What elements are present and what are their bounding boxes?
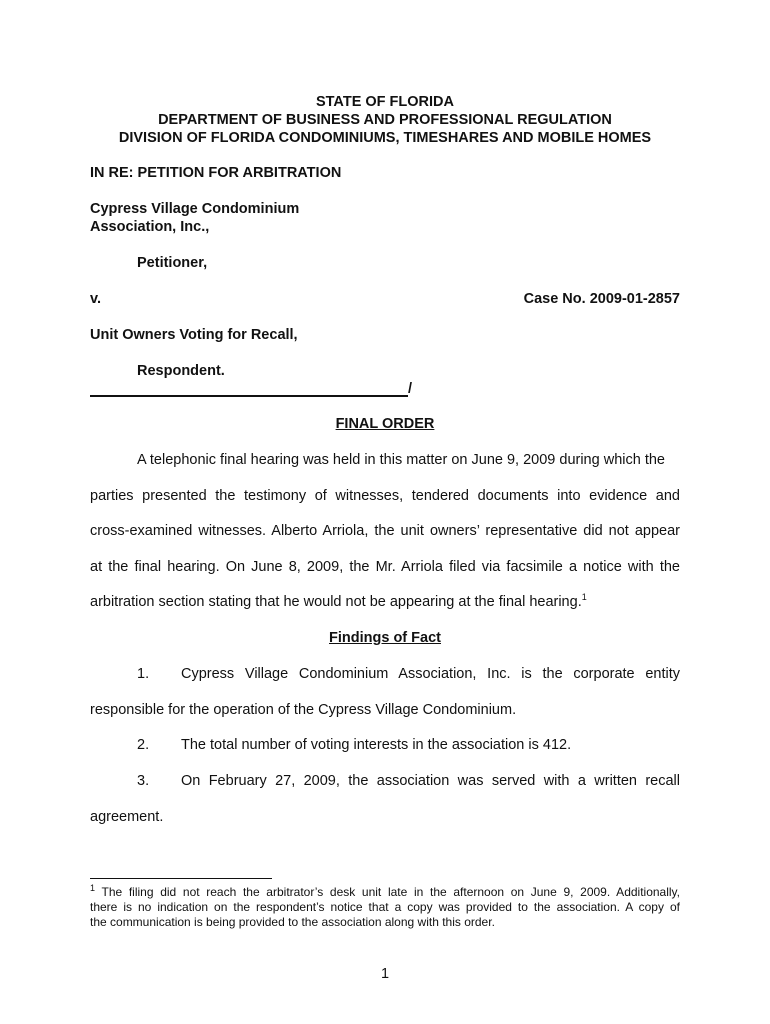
footnote-ref[interactable]: 1 [581, 592, 587, 603]
intro-line-5-wrap [90, 594, 587, 611]
footnote-line-1 [90, 885, 680, 900]
respondent-name: Unit Owners Voting for Recall, [90, 327, 298, 343]
caption-slash: / [408, 381, 413, 397]
case-number: Case No. 2009-01-2857 [523, 291, 680, 307]
finding-2-text: The total number of voting interests in the association is 412. [181, 737, 572, 753]
footnote-separator [90, 878, 272, 879]
caption-signature-rule [90, 395, 408, 397]
finding-3-number: 3. [137, 773, 150, 789]
footnote-marker: 1 [90, 883, 96, 893]
intro-line-5: arbitration section stating that he would not be appearing at the final hearing. [90, 594, 582, 610]
petitioner-name-line2: Association, Inc., [90, 219, 210, 235]
petitioner-name-line1: Cypress Village Condominium [90, 201, 300, 217]
in-re-line: IN RE: PETITION FOR ARBITRATION [90, 165, 342, 181]
finding-2-number: 2. [137, 737, 150, 753]
footnote-line-2: there is no indication on the respondent’s notice that a copy was provided to the association. A copy of [90, 900, 680, 914]
final-order-title: FINAL ORDER [335, 416, 435, 432]
finding-1-continuation: responsible for the operation of the Cypress Village Condominium. [90, 702, 517, 718]
footnote [90, 885, 680, 930]
respondent-role: Respondent. [137, 363, 225, 379]
header-state: STATE OF FLORIDA [315, 94, 454, 110]
footnote-text-1: The filing did not reach the arbitrator’s desk unit late in the afternoon on June 9, 2009. Additionally, [101, 885, 680, 899]
intro-line-4: at the final hearing. On June 8, 2009, the Mr. Arriola filed via facsimile a notice with the [90, 559, 680, 575]
petitioner-role: Petitioner, [137, 255, 208, 271]
header-division: DIVISION OF FLORIDA CONDOMINIUMS, TIMESHARES AND MOBILE HOMES [118, 130, 652, 146]
page-number: 1 [380, 966, 390, 982]
header-department: DEPARTMENT OF BUSINESS AND PROFESSIONAL REGULATION [158, 112, 612, 128]
finding-1-text: Cypress Village Condominium Association, Inc. is the corporate entity [181, 666, 680, 682]
finding-3-continuation: agreement. [90, 809, 164, 825]
intro-line-2: parties presented the testimony of witnesses, tendered documents into evidence and [90, 488, 680, 504]
finding-3-text: On February 27, 2009, the association was served with a written recall [181, 773, 680, 789]
intro-line-1: A telephonic final hearing was held in this matter on June 9, 2009 during which the [137, 452, 665, 468]
intro-line-3: cross-examined witnesses. Alberto Arriola, the unit owners’ representative did not appear [90, 523, 680, 539]
footnote-line-3: the communication is being provided to the association along with this order. [90, 915, 495, 929]
finding-1-number: 1. [137, 666, 150, 682]
findings-title: Findings of Fact [329, 630, 441, 646]
versus: v. [90, 291, 102, 307]
